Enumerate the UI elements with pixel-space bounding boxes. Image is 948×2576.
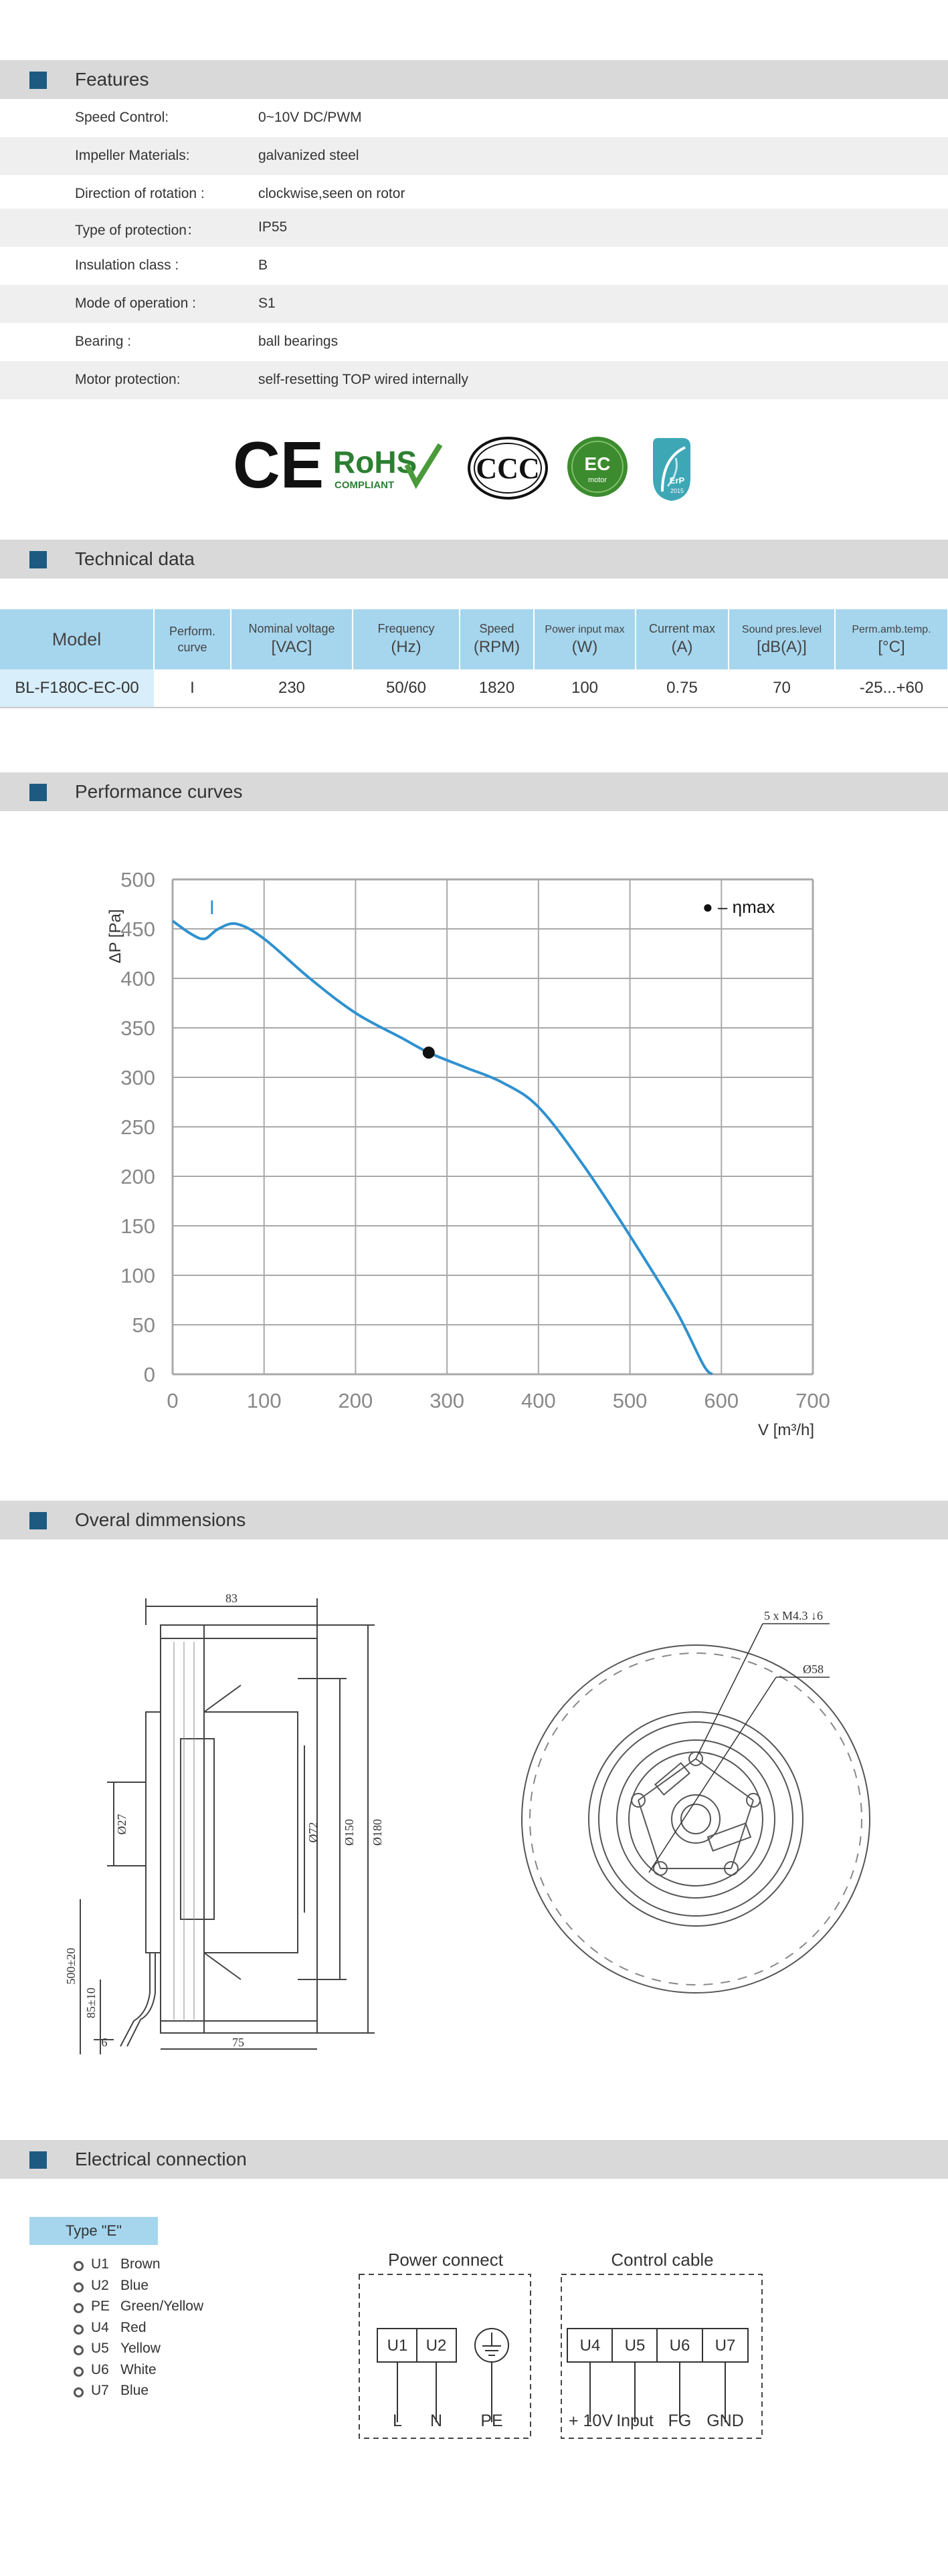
section-marker bbox=[29, 1512, 47, 1529]
features-header bbox=[0, 60, 948, 99]
terminal-label-input: Input bbox=[616, 2411, 654, 2430]
feature-value: 0~10V DC/PWM bbox=[258, 110, 362, 125]
wire-code: U4 bbox=[91, 2319, 109, 2335]
ec-motor-icon bbox=[567, 437, 628, 497]
feature-label: Mode of operation : bbox=[75, 296, 196, 311]
wire-color: Blue bbox=[120, 2383, 149, 2398]
feature-row bbox=[0, 209, 948, 247]
dim-d58: Ø58 bbox=[803, 1662, 824, 1676]
connection-type-badge bbox=[29, 2217, 158, 2245]
legend-text: ● – ηmax bbox=[702, 897, 775, 917]
feature-row bbox=[0, 361, 948, 399]
feature-value: S1 bbox=[258, 296, 276, 311]
ccc-mark-icon bbox=[469, 438, 547, 498]
cell-power: 100 bbox=[534, 669, 636, 708]
dimensions-header bbox=[0, 1501, 948, 1539]
wire-code: U6 bbox=[91, 2361, 109, 2377]
svg-text:COMPLIANT: COMPLIANT bbox=[335, 479, 395, 491]
electrical-header bbox=[0, 2140, 948, 2179]
technical-table bbox=[0, 609, 948, 708]
feature-label: Impeller Materials: bbox=[75, 148, 190, 163]
y-tick-label: 450 bbox=[120, 918, 155, 941]
dim-cable-length: 500±20 bbox=[64, 1947, 78, 1985]
y-tick-labels bbox=[120, 868, 155, 1386]
terminal-u2: U2 bbox=[425, 2337, 447, 2355]
feature-label: Motor protection: bbox=[75, 372, 181, 387]
feature-value: ball bearings bbox=[258, 334, 339, 349]
svg-text:RoHS: RoHS bbox=[333, 445, 417, 479]
section-title: Overal dimmensions bbox=[75, 1509, 246, 1530]
terminal-u5: U5 bbox=[624, 2337, 646, 2355]
svg-text:CCC: CCC bbox=[476, 452, 540, 485]
section-marker bbox=[29, 551, 47, 568]
svg-text:CE: CE bbox=[233, 431, 324, 502]
y-tick-label: 350 bbox=[120, 1016, 155, 1040]
svg-text:EC: EC bbox=[584, 453, 611, 474]
section-title: Performance curves bbox=[75, 781, 243, 802]
x-tick-labels bbox=[167, 1389, 830, 1412]
feature-label: Type of protection： bbox=[75, 223, 201, 238]
y-tick-label: 150 bbox=[120, 1214, 155, 1238]
x-axis-label: V [m³/h] bbox=[757, 1421, 815, 1439]
feature-value: self-resetting TOP wired internally bbox=[258, 372, 468, 387]
dim-d27: Ø27 bbox=[115, 1814, 128, 1835]
front-view-drawing bbox=[495, 1592, 910, 2046]
column-header-temperature: Perm.amb.temp. [°C] bbox=[835, 609, 948, 669]
column-header-sound: Sound pres.level [dB(A)] bbox=[729, 609, 835, 669]
wire-code: U2 bbox=[91, 2277, 109, 2293]
dim-d150: Ø150 bbox=[343, 1819, 356, 1846]
y-axis-label: ΔP [Pa] bbox=[106, 909, 124, 964]
svg-text:2015: 2015 bbox=[670, 488, 684, 494]
feature-row bbox=[0, 137, 948, 175]
wire-code: U7 bbox=[91, 2383, 109, 2398]
table-row bbox=[0, 669, 948, 708]
dim-cable-strip: 85±10 bbox=[84, 1988, 98, 2018]
y-tick-label: 50 bbox=[132, 1313, 155, 1337]
feature-row bbox=[0, 247, 948, 285]
wire-color: Blue bbox=[120, 2277, 149, 2293]
x-tick-label: 400 bbox=[520, 1389, 556, 1412]
feature-value: B bbox=[258, 257, 268, 273]
feature-label: Bearing : bbox=[75, 334, 132, 349]
x-tick-label: 500 bbox=[612, 1389, 648, 1412]
feature-row bbox=[0, 285, 948, 323]
dim-d72: Ø72 bbox=[306, 1822, 320, 1843]
cell-current: 0.75 bbox=[636, 669, 729, 708]
y-tick-label: 300 bbox=[120, 1066, 155, 1089]
feature-label: Direction of rotation : bbox=[75, 186, 205, 201]
terminal-u1: U1 bbox=[387, 2337, 408, 2355]
feature-value: IP55 bbox=[258, 219, 288, 235]
x-tick-label: 100 bbox=[246, 1389, 282, 1412]
terminal-label-l: L bbox=[393, 2411, 402, 2430]
feature-value: clockwise,seen on rotor bbox=[258, 186, 405, 201]
performance-header bbox=[0, 772, 948, 811]
feature-label: Speed Control: bbox=[75, 110, 169, 125]
wire-code: U1 bbox=[91, 2256, 109, 2272]
terminal-label-fg: FG bbox=[668, 2411, 692, 2430]
y-tick-label: 400 bbox=[120, 967, 155, 990]
chart-legend bbox=[702, 897, 775, 917]
ce-mark-icon bbox=[233, 431, 324, 502]
dim-width-bottom: 75 bbox=[232, 2036, 244, 2049]
cell-speed: 1820 bbox=[460, 669, 534, 708]
x-tick-label: 300 bbox=[430, 1389, 465, 1412]
column-header-power: Power input max (W) bbox=[534, 609, 636, 669]
cell-curve: I bbox=[154, 669, 231, 708]
terminal-u6: U6 bbox=[669, 2337, 690, 2355]
performance-chart bbox=[0, 843, 948, 1458]
column-header-voltage: Nominal voltage [VAC] bbox=[231, 609, 353, 669]
feature-value: galvanized steel bbox=[258, 148, 359, 163]
column-header-curve: Perform. curve bbox=[154, 609, 231, 669]
cell-voltage: 230 bbox=[231, 669, 353, 708]
wire-color: Yellow bbox=[120, 2341, 161, 2356]
wire-color: Brown bbox=[120, 2256, 161, 2272]
x-tick-label: 700 bbox=[795, 1389, 830, 1412]
dim-small: 6 bbox=[101, 2036, 108, 2049]
y-tick-label: 250 bbox=[120, 1115, 155, 1139]
power-connect-title: Power connect bbox=[388, 2250, 503, 2270]
cell-frequency: 50/60 bbox=[353, 669, 460, 708]
ground-icon bbox=[475, 2329, 508, 2422]
wire-code: U5 bbox=[91, 2341, 109, 2356]
y-tick-label: 0 bbox=[143, 1363, 155, 1386]
wire-code: PE bbox=[91, 2298, 110, 2314]
feature-label: Insulation class : bbox=[75, 257, 179, 273]
terminal-u4: U4 bbox=[579, 2337, 601, 2355]
wire-color: Green/Yellow bbox=[120, 2298, 204, 2314]
cell-model: BL-F180C-EC-00 bbox=[0, 669, 154, 708]
series-line-I bbox=[173, 921, 713, 1374]
dim-holes: 5 x M4.3 ↓6 bbox=[764, 1609, 824, 1622]
column-header-frequency: Frequency (Hz) bbox=[353, 609, 460, 669]
column-header-current: Current max (A) bbox=[636, 609, 729, 669]
series-label: I bbox=[209, 896, 215, 919]
terminal-label-gnd: GND bbox=[706, 2411, 744, 2430]
section-title: Electrical connection bbox=[75, 2149, 247, 2169]
x-tick-label: 0 bbox=[167, 1389, 179, 1412]
terminal-label-10v: + 10V bbox=[568, 2411, 613, 2430]
x-tick-label: 200 bbox=[338, 1389, 373, 1412]
section-title: Technical data bbox=[75, 548, 195, 569]
section-marker bbox=[29, 784, 47, 801]
terminal-label-n: N bbox=[430, 2411, 443, 2430]
terminal-label-pe: PE bbox=[480, 2411, 503, 2430]
y-tick-label: 100 bbox=[120, 1264, 155, 1287]
section-marker bbox=[29, 2151, 47, 2169]
column-header-speed: Speed (RPM) bbox=[460, 609, 534, 669]
cell-temperature: -25...+60 bbox=[835, 669, 948, 708]
y-tick-label: 500 bbox=[120, 868, 155, 891]
feature-row bbox=[0, 99, 948, 137]
eta-max-point bbox=[423, 1047, 435, 1059]
dim-d180: Ø180 bbox=[371, 1819, 384, 1846]
svg-text:ErP: ErP bbox=[669, 475, 685, 486]
side-view-drawing bbox=[40, 1578, 415, 2060]
svg-text:motor: motor bbox=[587, 476, 607, 484]
wire-color: White bbox=[120, 2361, 157, 2377]
erp-icon bbox=[653, 438, 690, 501]
x-tick-label: 600 bbox=[704, 1389, 739, 1412]
feature-row bbox=[0, 323, 948, 361]
dim-width-top: 83 bbox=[225, 1592, 238, 1605]
control-cable-title: Control cable bbox=[611, 2250, 714, 2270]
y-tick-label: 200 bbox=[120, 1165, 155, 1188]
cell-sound: 70 bbox=[729, 669, 835, 708]
certification-logos bbox=[227, 431, 723, 505]
rohs-icon bbox=[333, 445, 440, 491]
technical-header bbox=[0, 540, 948, 578]
table-header-row bbox=[0, 609, 948, 669]
chart-grid bbox=[173, 879, 813, 1374]
wire-color: Red bbox=[120, 2319, 147, 2335]
feature-row bbox=[0, 175, 948, 213]
section-marker bbox=[29, 72, 47, 89]
terminal-u7: U7 bbox=[715, 2337, 736, 2355]
connection-type-label: Type "E" bbox=[65, 2222, 122, 2239]
section-title: Features bbox=[75, 69, 149, 90]
column-header-model: Model bbox=[0, 609, 154, 669]
